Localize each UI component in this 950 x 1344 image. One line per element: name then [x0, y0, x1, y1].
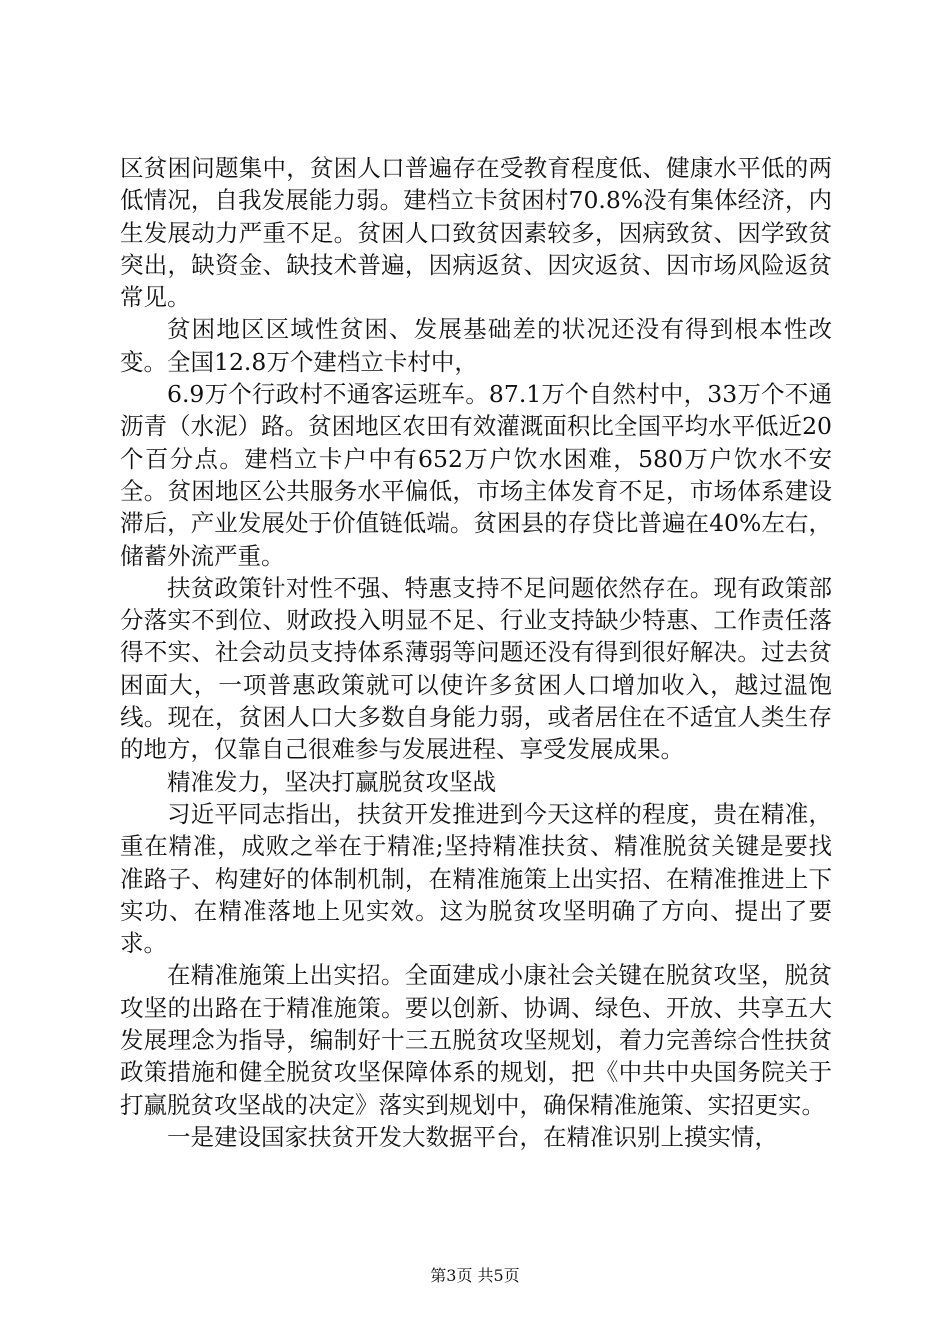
paragraph-continuation: 区贫困问题集中，贫困人口普遍存在受教育程度低、健康水平低的两低情况，自我发展能力弱。建档立卡贫困村70.8%没有集体经济，内生发展动力严重不足。贫困人口致贫因素较多，因病致贫、因学致贫突出，缺资金、缺技术普遍，因病返贫、因灾返贫、因市场风险返贫常见。 [120, 154, 832, 312]
paragraph: 习近平同志指出，扶贫开发推进到今天这样的程度，贵在精准，重在精准，成败之举在于精准;坚持精准扶贫、精准脱贫关键是要找准路子、构建好的体制机制，在精准施策上出实招、在精准推进上下实功、在精准落地上见实效。这为脱贫攻坚明确了方向、提出了要求。 [120, 799, 832, 958]
paragraph: 在精准施策上出实招。全面建成小康社会关键在脱贫攻坚，脱贫攻坚的出路在于精准施策。要以创新、协调、绿色、开放、共享五大发展理念为指导，编制好十三五脱贫攻坚规划，着力完善综合性扶贫政策措施和健全脱贫攻坚保障体系的规划，把《中共中央国务院关于打赢脱贫攻坚战的决定》落实到规划中，确保精准施策、实招更实。 [120, 961, 832, 1119]
paragraph: 扶贫政策针对性不强、特惠支持不足问题依然存在。现有政策部分落实不到位、财政投入明显不足、行业支持缺少特惠、工作责任落得不实、社会动员支持体系薄弱等问题还没有得到很好解决。过去贫困面大，一项普惠政策就可以使许多贫困人口增加收入，越过温饱线。现在，贫困人口大多数自身能力弱，或者居住在不适宜人类生存的地方，仅靠自己很难参与发展进程、享受发展成果。 [120, 573, 832, 764]
paragraph: 贫困地区区域性贫困、发展基础差的状况还没有得到根本性改变。全国12.8万个建档立卡村中， [120, 315, 832, 376]
page-footer: 第3页 共5页 [430, 1266, 520, 1285]
paragraph: 一是建设国家扶贫开发大数据平台，在精准识别上摸实情， [167, 1122, 778, 1151]
document-body [120, 152, 832, 1153]
section-heading: 精准发力，坚决打赢脱贫攻坚战 [167, 767, 496, 796]
paragraph: 6.9万个行政村不通客运班车。87.1万个自然村中，33万个不通沥青（水泥）路。贫困地区农田有效灌溉面积比全国平均水平低近20个百分点。建档立卡户中有652万户饮水困难，580万户饮水不安全。贫困地区公共服务水平偏低，市场主体发育不足，市场体系建设滞后，产业发展处于价值链低端。贫困县的存贷比普遍在40%左右，储蓄外流严重。 [120, 380, 832, 570]
